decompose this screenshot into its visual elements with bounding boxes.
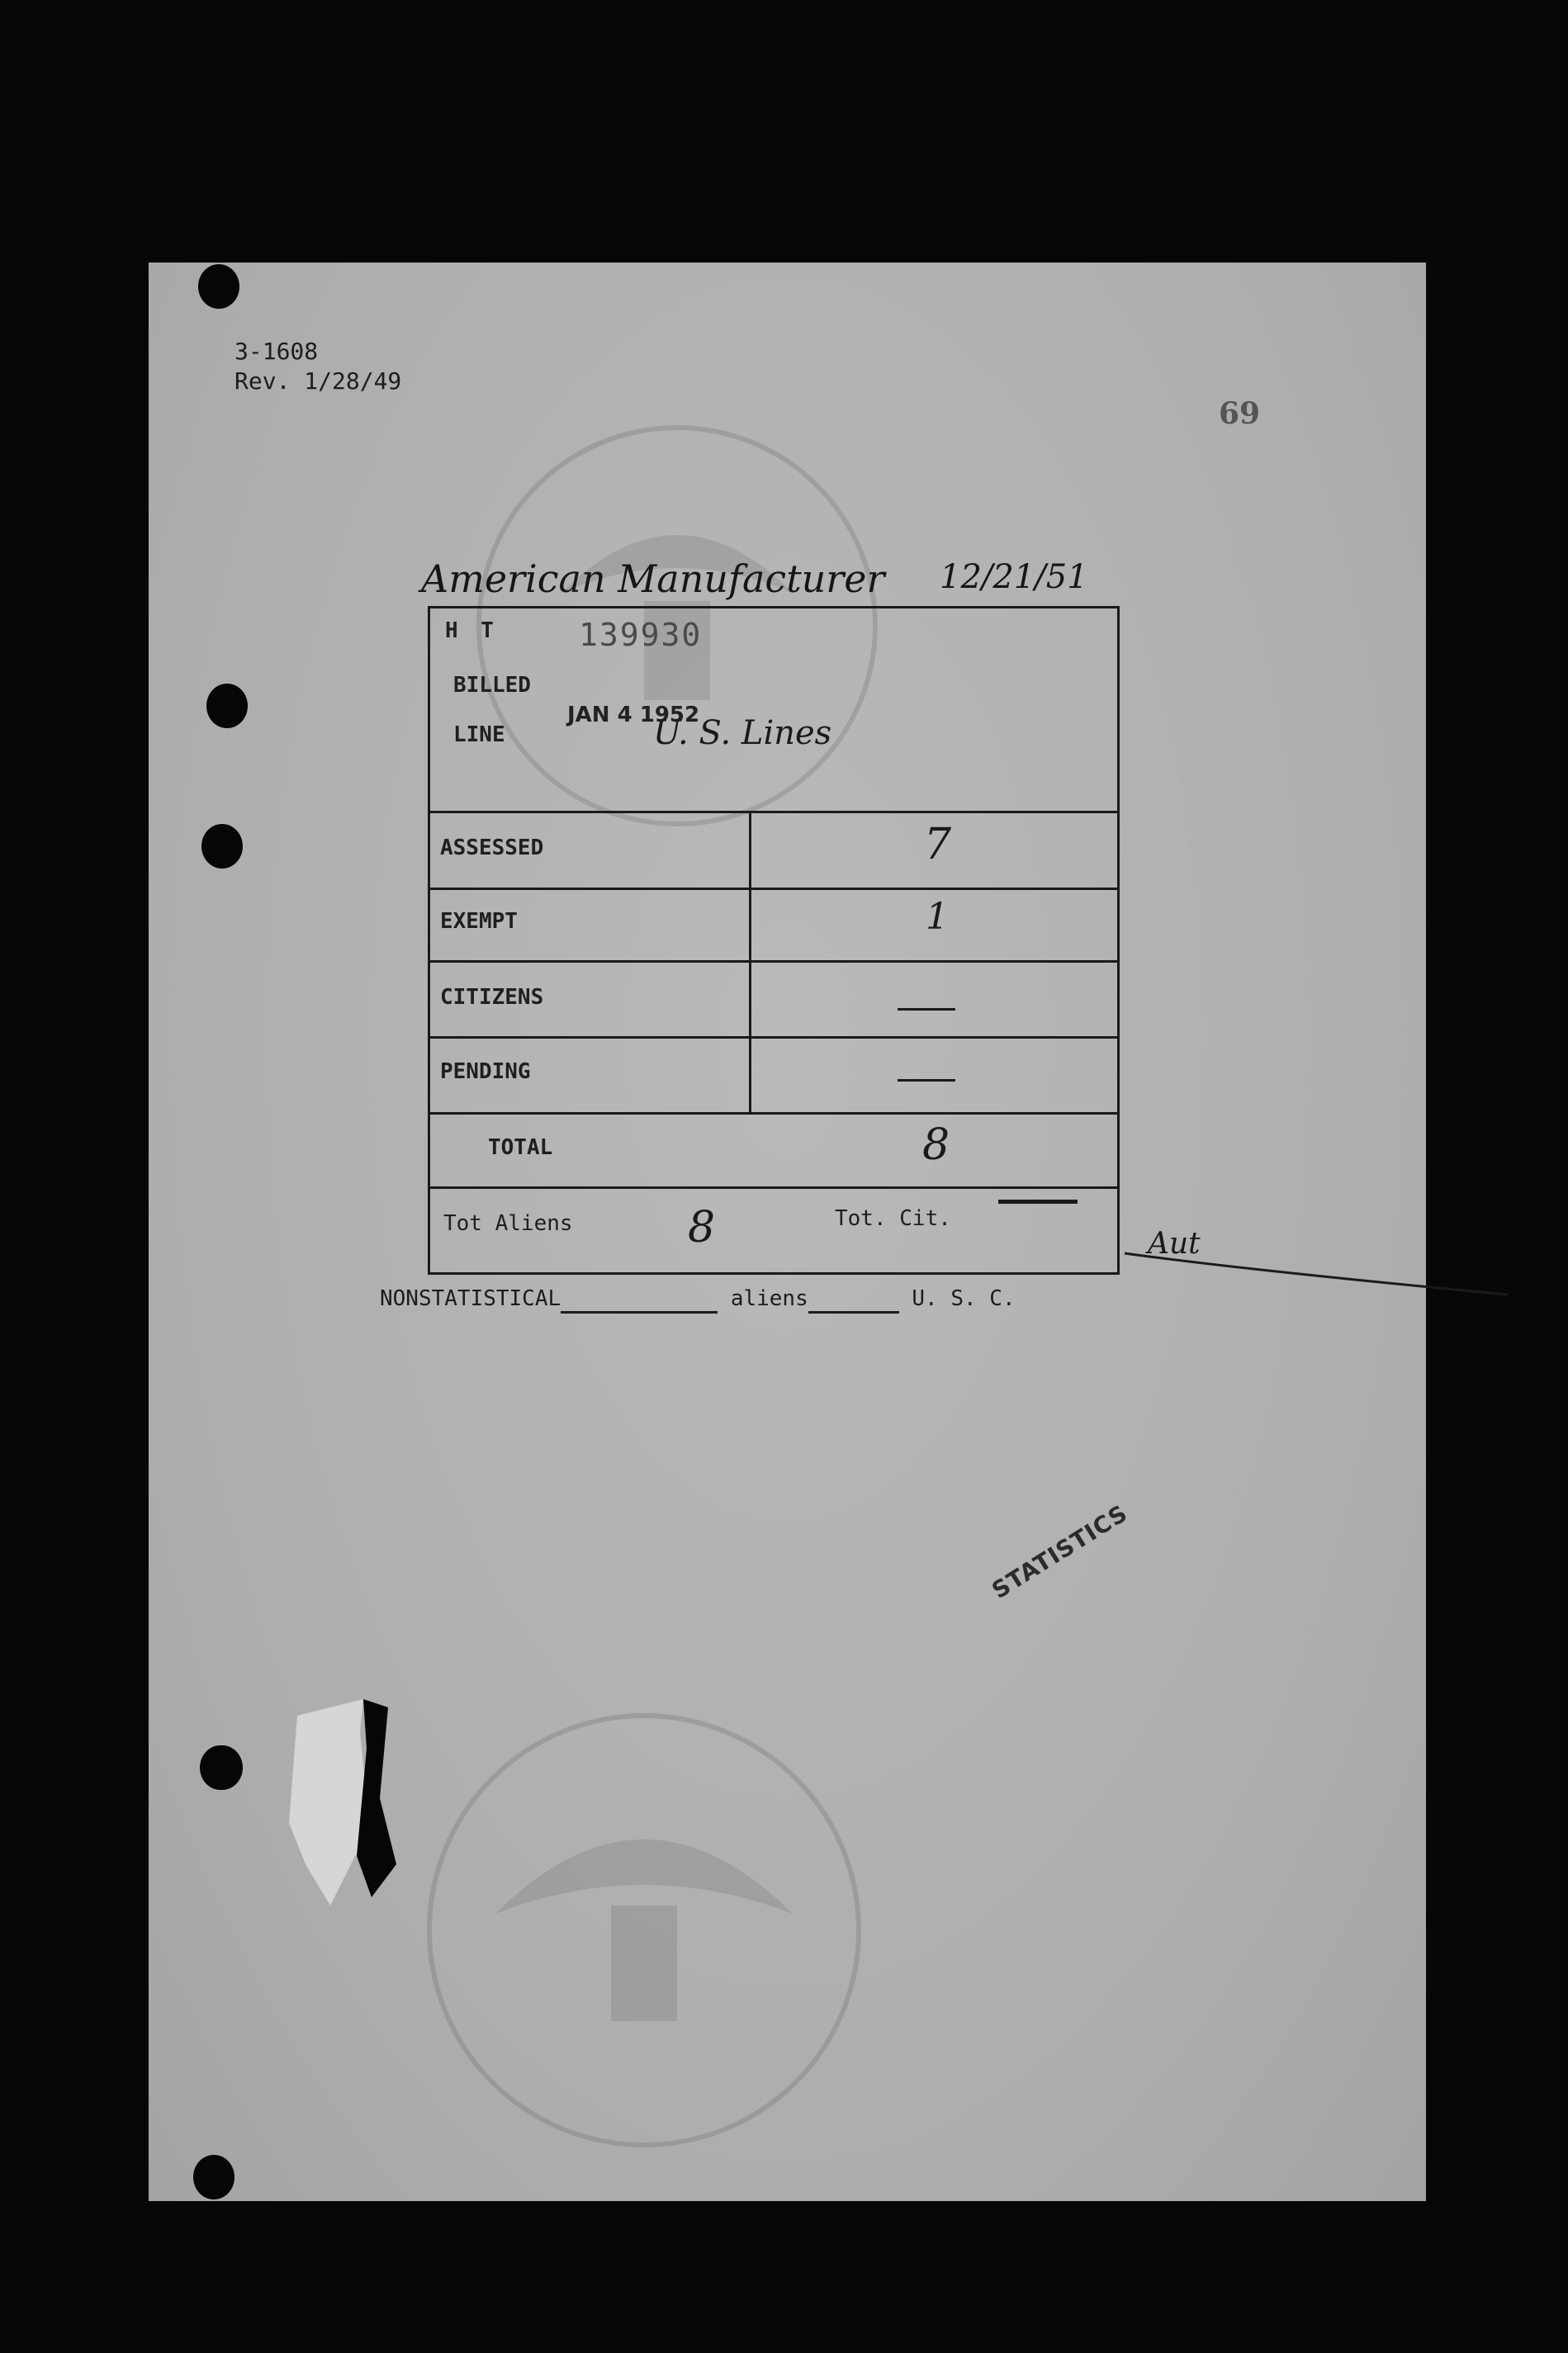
billed-label: BILLED (453, 673, 531, 698)
ht-label: H T (445, 618, 499, 643)
citizens-value (898, 1008, 955, 1011)
company-name: American Manufacturer (421, 556, 885, 601)
tot-cit-value (998, 1200, 1078, 1204)
aliens-blank (808, 1286, 899, 1314)
signature-flourish (1120, 1237, 1532, 1303)
manifest-date: 12/21/51 (940, 558, 1088, 596)
statistics-stamp: STATISTICS (987, 1498, 1133, 1605)
divider (430, 1112, 1117, 1115)
punch-hole (206, 684, 248, 728)
aliens-label: aliens (730, 1286, 808, 1311)
nonstatistical-line (380, 1286, 1016, 1314)
divider (430, 1036, 1117, 1039)
seal-watermark (413, 1699, 875, 2161)
usc-label: U. S. C. (912, 1286, 1016, 1311)
form-code: 3-1608 (234, 338, 319, 365)
manifest-table (428, 606, 1120, 1275)
form-code-block (234, 337, 401, 396)
nonstatistical-label: NONSTATISTICAL (380, 1286, 561, 1311)
divider (430, 811, 1117, 813)
tot-cit-label: Tot. Cit. (835, 1206, 951, 1231)
exempt-label: EXEMPT (440, 909, 518, 934)
line-value: U. S. Lines (653, 714, 832, 752)
line-label: LINE (453, 722, 505, 747)
punch-hole (201, 824, 243, 869)
pending-label: PENDING (440, 1059, 531, 1084)
document-page (149, 263, 1426, 2201)
tot-aliens-value: 8 (688, 1203, 716, 1252)
divider (430, 1186, 1117, 1189)
citizens-label: CITIZENS (440, 985, 544, 1010)
billed-date-stamp: JAN 4 1952 (567, 703, 700, 727)
ht-number: 139930 (579, 617, 703, 653)
assessed-label: ASSESSED (440, 836, 544, 860)
divider (430, 888, 1117, 890)
column-divider (749, 811, 751, 1112)
pending-value (898, 1079, 955, 1082)
tot-aliens-label: Tot Aliens (443, 1211, 573, 1236)
initials: Aut (1148, 1227, 1201, 1261)
punch-hole (198, 264, 239, 309)
total-label: TOTAL (488, 1135, 553, 1160)
punch-hole (201, 1745, 243, 1790)
nonstatistical-blank (561, 1286, 718, 1314)
torn-edge (281, 1699, 396, 1906)
assessed-value: 7 (924, 820, 952, 869)
page-number: 69 (1219, 396, 1261, 431)
form-revision: Rev. 1/28/49 (234, 367, 402, 395)
total-value: 8 (922, 1120, 950, 1170)
exempt-value: 1 (926, 896, 949, 938)
punch-hole (193, 2155, 234, 2199)
divider (430, 960, 1117, 963)
